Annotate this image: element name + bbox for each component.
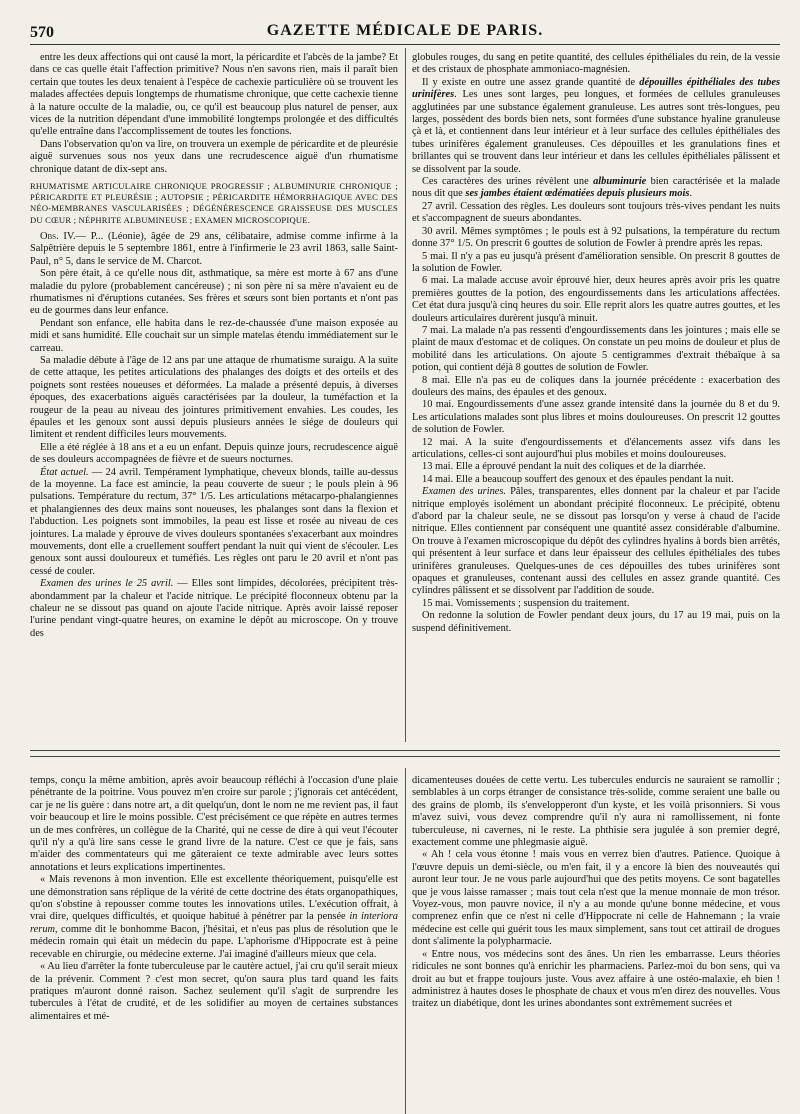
page-number: 570 bbox=[30, 24, 54, 41]
section-lead: Examen des urines le 25 avril. bbox=[40, 578, 174, 590]
paragraph: « Entre nous, vos médecins sont des ânes. Un rien les embarrasse. Leurs théories ridicules ne sont bonnes qu'à enrichir les pharmaciens. Parlez-moi du bon sens, qui va droit au but et frappe toujours juste. Vous avez affaire à une ostéo-malaxie, eh bien ! administrez à hautes doses le phosphate de chaux et vous m'en direz des nouvelles. Vous traitez un diabétique, dont les urines abondantes sont extrêmement sucrées et bbox=[412, 948, 780, 1010]
emphasis: dépouilles épithéliales des tubes urinifères bbox=[412, 76, 780, 101]
column-left-top bbox=[30, 52, 398, 740]
column-separator-bottom bbox=[405, 768, 406, 1114]
emphasis: ses jambes étaient œdématiées depuis plusieurs mois bbox=[465, 188, 690, 200]
feuilleton-rule-2 bbox=[30, 756, 780, 757]
paragraph bbox=[30, 467, 398, 579]
paragraph-text: — Elles sont limpides, décolorées, précipitent très-abondamment par la chaleur et l'acide nitrique. Le précipité floconneux obtenu par la chaleur ne se dissout pas quand on ajoute l'acide nitrique. Après avoir laissé reposer l'urine pendant vingt-quatre heures, on examine le dépôt au microscope. On y trouve des bbox=[30, 578, 398, 639]
text-run: . Les unes sont larges, peu longues, et formées de cellules granuleuses agglutinées par une substance également granuleuse. Les autres sont très-longues, peu larges, possèdent des bords bien nets, sont formées d'une substance hyaline granuleuse çà et là, et contiennent dans leur intérieur et à leur surface des cellules épithéliales des tubes urinifères également granuleuses. Ces dépouilles et les granulations fines et brillantes qui se trouvent dans leur intérieur et dans les cellules épithéliales pâlissent et se dissolvent par la soude. bbox=[412, 89, 780, 175]
column-left-bottom bbox=[30, 775, 398, 1110]
paragraph: « Ah ! cela vous étonne ! mais vous en verrez bien d'autres. Patience. Quoique à l'œuvre depuis un demi-siècle, ou m'en fait, il y a encore là bien des nouveautés qui auront leur tour. Je ne vous parle aujourd'hui que des petits moyens. Ce sont bagatelles que je vous laisse ramasser ; mais tout cela n'est que la menue monnaie de mon trésor. Voyez-vous, mon pauvre novice, il n'y a au monde qu'une bonne médecine, et vous comprenez enfin que ce n'est ni celle d'Hippocrate ni celle de Hahnemann ; la vraie médecine est celle qui guérit tous les maux simplement, sans tout cet attirail de drogues dont s'alimente la polypharmacie. bbox=[412, 849, 780, 948]
paragraph: temps, conçu la même ambition, après avoir beaucoup réfléchi à l'occasion d'une plaie pénétrante de la poitrine. Vous pouvez m'en croire sur parole ; j'ignorais cet antécédent, car je ne lis guère : dans notre art, a dit quelqu'un, dont le nom ne me revient pas, il faut voir beaucoup et lire le moins possible. C'est précisément ce que répète en autres termes un de mes confrères, un collègue de la Charité, qui ne cesse de dire à qui veut l'écouter qu'il n'y a qu'à lire sans cesse le grand livre de la nature. C'est ce que je fais, sans m'aider des commentateurs qui me gâteraient ce texte admirable avec leurs sottes annotations et leurs explications impertinentes. bbox=[30, 775, 398, 873]
paragraph bbox=[30, 231, 398, 268]
paragraph: 14 mai. Elle a beaucoup souffert des genoux et des épaules pendant la nuit. bbox=[422, 473, 734, 485]
observation-summary: RHUMATISME ARTICULAIRE CHRONIQUE PROGRESSIF ; ALBUMINURIE CHRONIQUE ; PÉRICARDITE ET PLEURÉSIE ; AUTOPSIE ; PÉRICARDITE HÉMORRHAGIQUE AVEC DES NÉO-MEMBRANES VASCULARISÉES ; DÉGÉNÉRESCENCE GRAISSEUSE DES MUSCLES DU CŒUR ; NÉPHRITE ALBUMINEUSE ; EXAMEN MICROSCOPIQUE. bbox=[30, 181, 398, 225]
section-lead: Examen des urines. bbox=[422, 486, 507, 498]
paragraph: 10 mai. Engourdissements d'une assez grande intensité dans la journée du 8 et du 9. Les articulations malades sont plus libres et moins douloureuses. On prescrit 12 gouttes de solution de Fowler. bbox=[412, 399, 780, 436]
paragraph: globules rouges, du sang en petite quantité, des cellules épithéliales du rein, de la vessie et des cristaux de phosphate ammoniaco-magnésien. bbox=[412, 52, 780, 76]
paragraph: 30 avril. Mêmes symptômes ; le pouls est à 92 pulsations, la température du rectum donne 37° 1/5. On prescrit 6 gouttes de solution de Fowler à prendre après les repas. bbox=[412, 225, 780, 250]
text-run: , comme dit le bonhomme Bacon, j'hésitai, et n'eus pas plus de résolution que le médecin romain qui était un médecin du pape. L'aphorisme d'Hippocrate est à peine recevable en chirurgie, ou médecine externe. J'ai imaginé d'ailleurs mieux que cela. bbox=[30, 923, 398, 960]
text-run: bien caractérisée et la malade nous dit que bbox=[412, 176, 780, 200]
paragraph bbox=[412, 486, 780, 598]
paragraph: 7 mai. La malade n'a pas ressenti d'engourdissements dans les jointures ; mais elle se plaint de maux d'estomac et de coliques. On constate un peu moins de douleur et plus de mobilité dans les articulations. On ajoute 5 centigrammes d'extrait thébaïque à sa potion, qui contient déjà 8 gouttes de solution de Fowler. bbox=[412, 324, 780, 374]
paragraph bbox=[30, 874, 398, 961]
paragraph: 27 avril. Cessation des règles. Les douleurs sont toujours très-vives pendant les nuits et s'accompagnent de sueurs abondantes. bbox=[412, 200, 780, 225]
column-right-bottom bbox=[412, 775, 780, 1110]
paragraph bbox=[412, 176, 780, 201]
paragraph-text: — P... (Léonie), âgée de 29 ans, célibataire, admise comme infirme à la Salpêtrière depuis le 5 septembre 1861, entre à l'infirmerie le 23 avril 1863, salle Saint-Paul, n° 5, dans le service de M. Charcot. bbox=[30, 230, 398, 267]
paragraph-text: — 24 avril. Tempérament lymphatique, cheveux blonds, taille au-dessus de la moyenne. La face est amincie, la peau couverte de sueur ; le pouls plein à 96 pulsations. Température du rectum, 37° 1/5. Les articulations métacarpo-phalangiennes et phalangiennes des deux mains sont noueuses, les phalanges sont dans la flexion et l'abduction. Les poignets sont immobiles, la peau est lisse et rosée au niveau de ces jointures. La malade y éprouve de vives douleurs spontanées s'exacerbant aux moindres mouvements, dont elle a cruellement souffert pendant la nuit qui vient de s'écouler. Les genoux sont aussi douloureux et tuméfiés. Les règles ont paru le 20 avril et n'ont pas cessé de couler. bbox=[30, 466, 398, 577]
text-run: Ces caractères des urines révèlent une bbox=[422, 176, 594, 188]
paragraph-text: Pâles, transparentes, elles donnent par la chaleur et par l'acide nitrique employés isolément un abondant précipité floconneux. Le précipité, obtenu d'abord par la chaleur seule, ne se dissout pas lorsqu'on y verse à chaud de l'acide nitrique. Elles contiennent par conséquent une quantité assez considérable d'albumine. On trouve à l'examen microscopique du dépôt des cylindres hyalins à bords bien arrêtés, qui présentent à leur surface et dans leur épaisseur des cellules épithéliales des tubes urinifères granuleuses. Quelques-unes de ces dépouilles des tubes urinifères sont opaques et granuleuses, contenant aussi des cellules en assez grande quantité. Ces cylindres pâlissent et se dissolvent par l'addition de soude. bbox=[412, 486, 780, 597]
header-rule bbox=[30, 44, 780, 45]
section-lead: État actuel. bbox=[40, 466, 89, 478]
paragraph: Elle a été réglée à 18 ans et a eu un enfant. Depuis quinze jours, recrudescence aiguë de ses douleurs accompagnées de fièvre et de sueurs nocturnes. bbox=[30, 441, 398, 466]
paragraph bbox=[30, 578, 398, 640]
text-run: « Mais revenons à mon invention. Elle est excellente théoriquement, puisqu'elle est une démonstration sans réplique de la vérité de cette doctrine des états organopathiques, qu'on s'obstine à repousser comme toutes les innovations utiles. L'exécution offrait, à vrai dire, quelques difficultés, et quoique habitué à pénétrer par la pensée bbox=[30, 874, 398, 923]
text-run: Il y existe en outre une assez grande quantité de bbox=[422, 76, 640, 88]
journal-title: GAZETTE MÉDICALE DE PARIS. bbox=[266, 22, 544, 39]
emphasis: albuminurie bbox=[593, 176, 647, 188]
observation-label: Obs. IV. bbox=[40, 230, 76, 242]
paragraph: 8 mai. Elle n'a pas eu de coliques dans la journée précédente : exacerbation des douleurs des mains, des épaules et des genoux. bbox=[412, 374, 780, 398]
paragraph: « Au lieu d'arrêter la fonte tuberculeuse par le cautère actuel, j'ai cru qu'il serait mieux de la prévenir. Comment ? c'est mon secret, qu'on saura plus tard quand les faits pratiques m'auront donné raison. Sachez seulement qu'il s'agit de surprendre les tubercules à l'état de crudité, et de les solidifier au moyen de certaines substances alimentaires et mé- bbox=[30, 961, 398, 1022]
paragraph: Dans l'observation qu'on va lire, on trouvera un exemple de péricardite et de pleurésie aiguë survenues sous nos yeux dans une recrudescence aiguë d'un rhumatisme chronique datant de dix-sept ans. bbox=[30, 138, 398, 175]
paragraph: dicamenteuses douées de cette vertu. Les tubercules endurcis ne sauraient se ramollir ; semblables à un corps étranger de consistance très-solide, comme seraient une balle ou des grains de plomb, ils s'envelopperont d'un kyste, et les voilà prisonniers. Si vous m'avez suivi, vous devez comprendre qu'il n'y aura ni ramollissement, ni fonte tuberculeuse, ni cavernes, ni le reste. La phthisie sera jugulée à son premier degré, exactement comme une phlegmasie aiguë. bbox=[412, 775, 780, 849]
paragraph: Sa maladie débute à l'âge de 12 ans par une attaque de rhumatisme suraigu. A la suite de cette attaque, les petites articulations des phalanges des doigts et des orteils et des poignets sont restées noueuses et déformées. La malade a présenté depuis, à diverses époques, des exacerbations aiguës caractérisées par la douleur, la tuméfaction et la rougeur de la peau au niveau des jointures primitivement envahies. Les coudes, les épaules et les genoux sont aussi depuis plusieurs années le siége de douleurs qui limitent et rendent difficiles leurs mouvements. bbox=[30, 354, 398, 441]
paragraph bbox=[412, 77, 780, 176]
paragraph: 13 mai. Elle a éprouvé pendant la nuit des coliques et de la diarrhée. bbox=[422, 461, 706, 473]
feuilleton-rule-1 bbox=[30, 750, 780, 751]
column-separator-top bbox=[405, 48, 406, 742]
paragraph: 15 mai. Vomissements ; suspension du traitement. bbox=[422, 597, 630, 609]
emphasis: in interiora rerum bbox=[30, 911, 398, 935]
paragraph: entre les deux affections qui ont causé la mort, la péricardite et l'abcès de la jambe? Et dans ce cas quelle était l'affection primitive? Nous n'en savons rien, mais il paraît bien certain que toutes les deux tenaient à l'espèce de cachexie particulière où se trouvent les malades affectées depuis longtemps de rhumatisme chronique, que cette cachexie tienne à la nature occulte de la maladie, ou, ce qu'il est beaucoup plus naturel de penser, aux vices de la nutrition dépendant d'une immobilité longtemps prolongée et des difficultés qu'elle entraîne dans l'accomplissement de toutes les fonctions. bbox=[30, 52, 398, 138]
paragraph: 12 mai. A la suite d'engourdissements et d'élancements assez vifs dans les articulations, celles-ci sont aujourd'hui plus mobiles et moins douloureuses. bbox=[412, 436, 780, 460]
text-run: . bbox=[689, 188, 692, 200]
paragraph: Pendant son enfance, elle habita dans le rez-de-chaussée d'une maison exposée au midi et sans humidité. Elle couchait sur un simple matelas étendu immédiatement sur le carreau. bbox=[30, 317, 398, 354]
paragraph: 6 mai. La malade accuse avoir éprouvé hier, deux heures après avoir pris les quatre premières gouttes de la potion, des engourdissements dans les articulations affectées. Cet état dura jusqu'à cinq heures du soir. Elle reprit alors les quatre autres gouttes, et les douleurs articulaires durèrent jusqu'à minuit. bbox=[412, 275, 780, 324]
paragraph: Son père était, à ce qu'elle nous dit, asthmatique, sa mère est morte à 67 ans d'une maladie du pylore (probablement cancéreuse) ; ni son père ni sa mère n'avaient eu de rhumatismes ni d'éruptions cutanées. Ses frères et sœurs sont bien portants et n'ont pas eu de gourmes dans leur enfance. bbox=[30, 268, 398, 317]
paragraph: 5 mai. Il n'y a pas eu jusqu'à présent d'amélioration sensible. On prescrit 8 gouttes de la solution de Fowler. bbox=[412, 250, 780, 274]
column-right-top bbox=[412, 52, 780, 740]
paragraph: On redonne la solution de Fowler pendant deux jours, du 17 au 19 mai, puis on la suspend définitivement. bbox=[412, 610, 780, 634]
